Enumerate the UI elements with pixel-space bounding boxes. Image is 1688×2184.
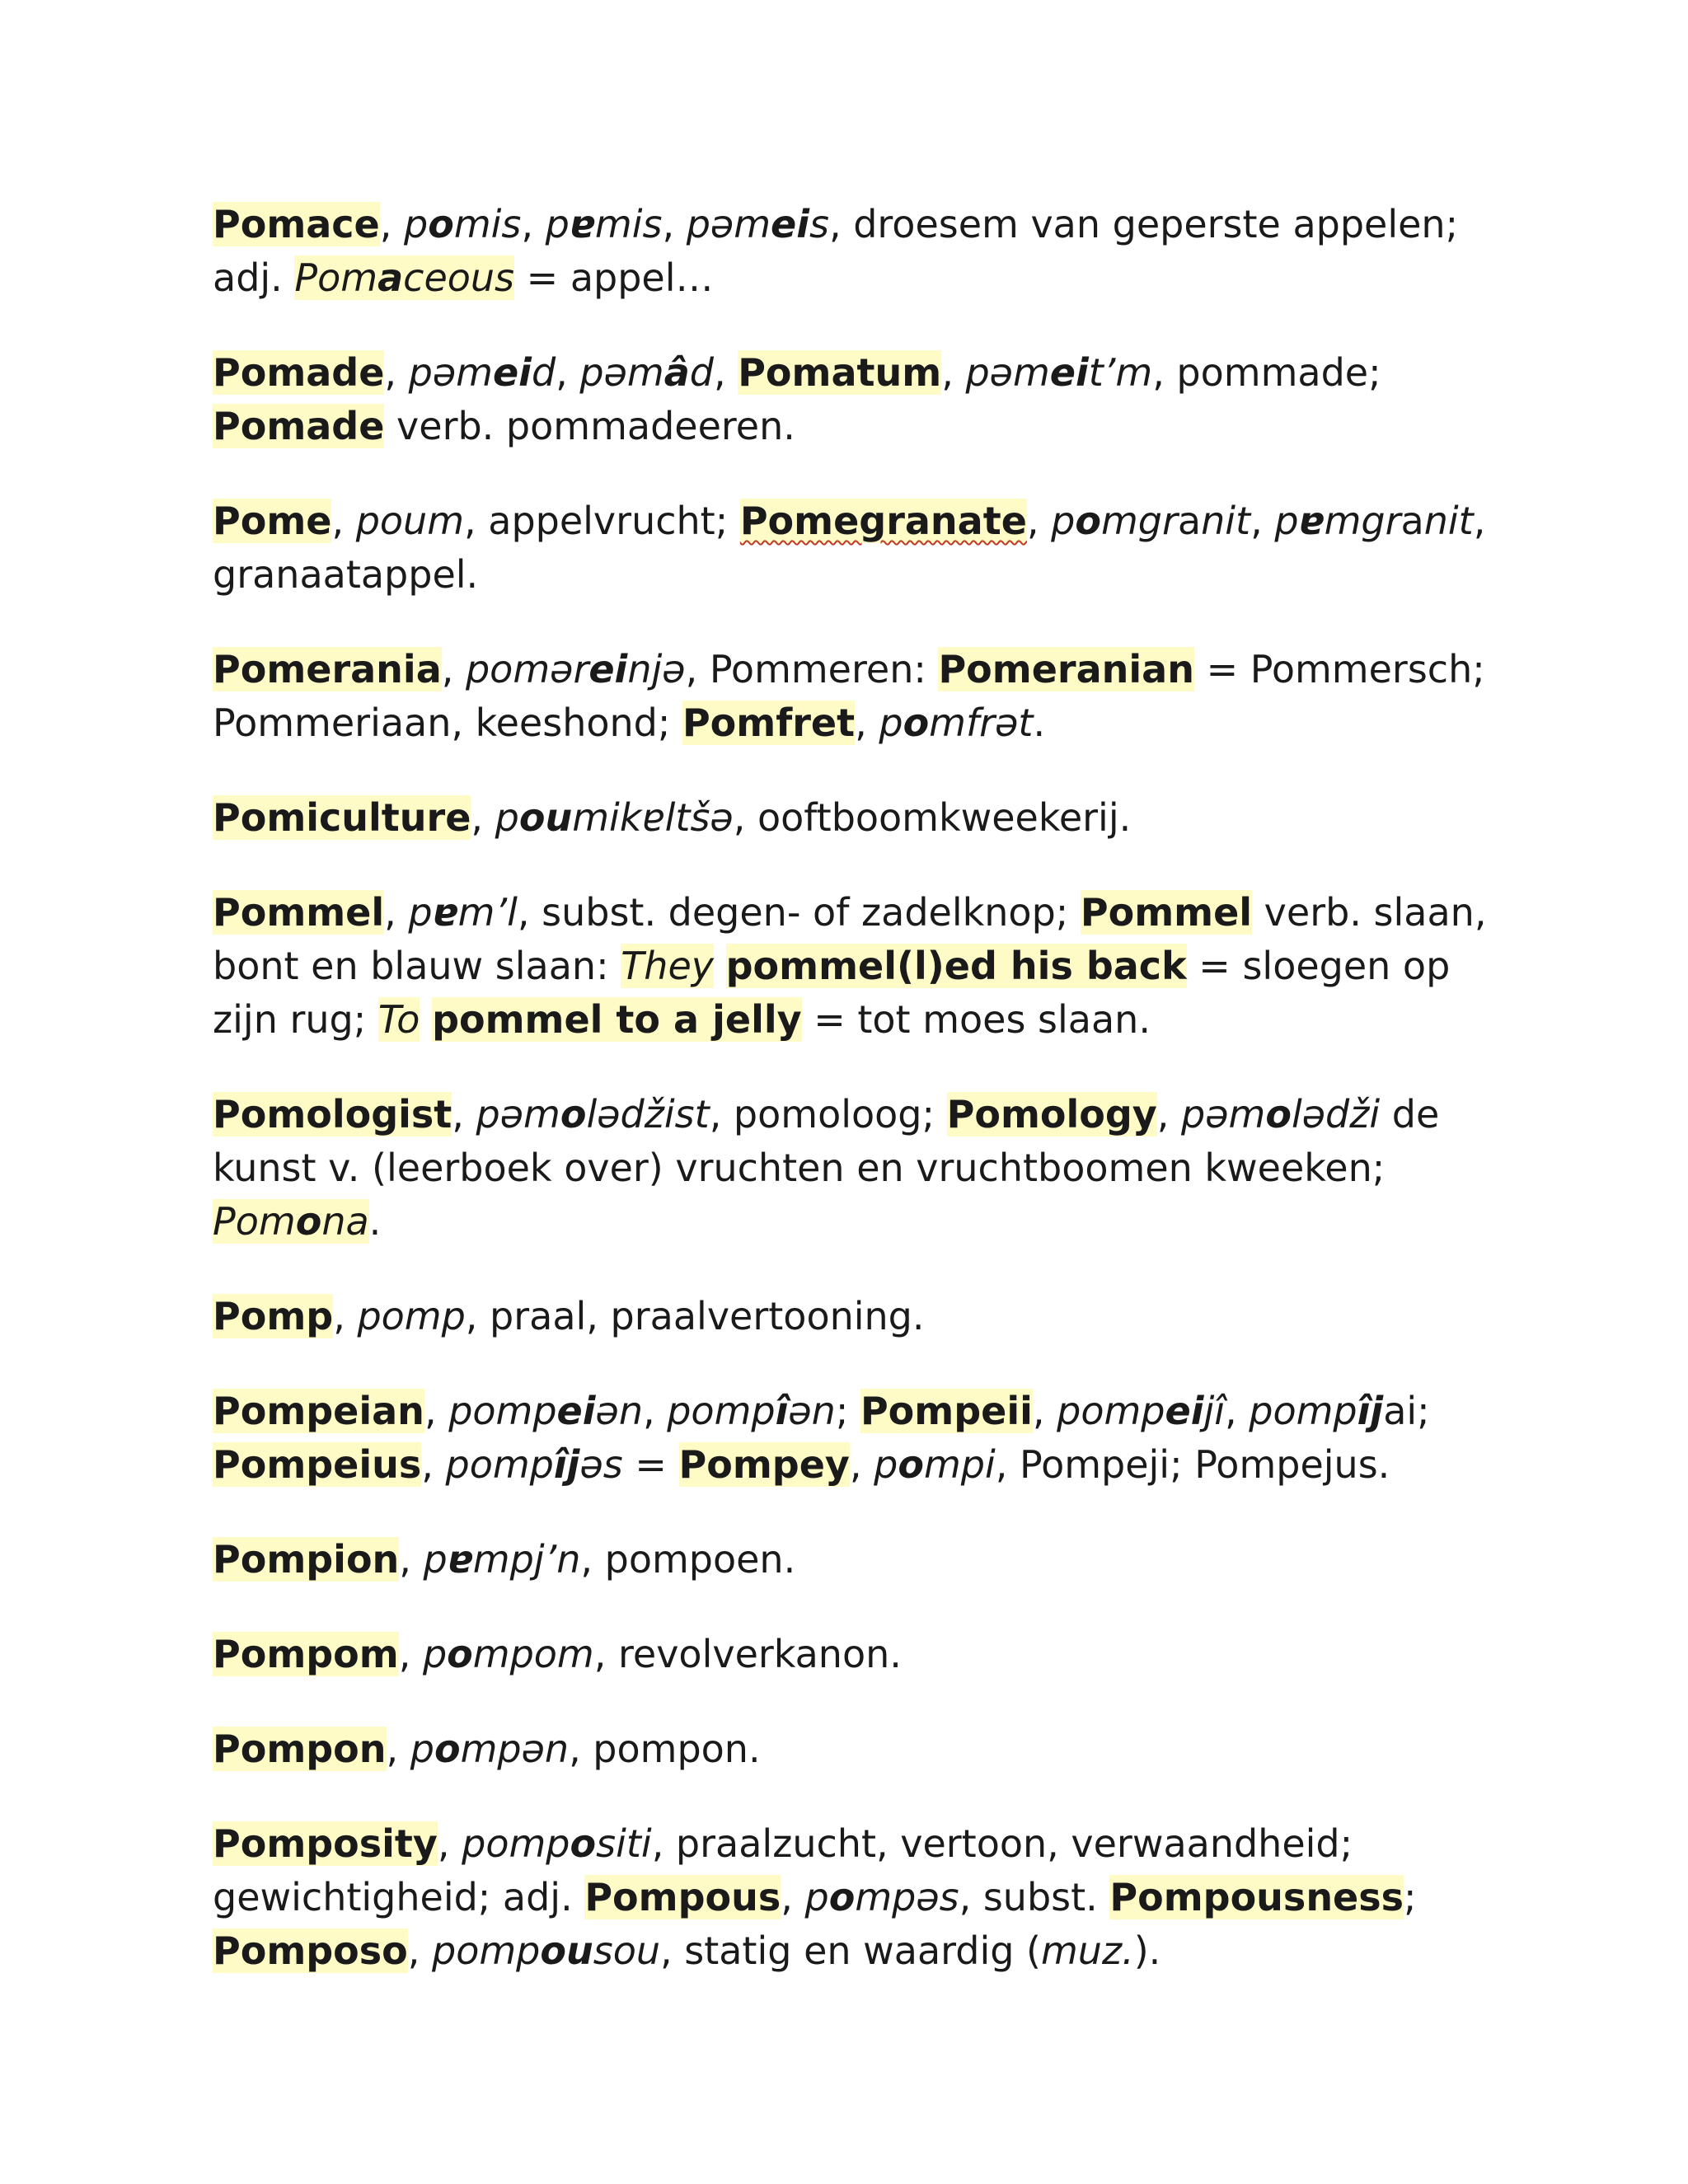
entry-pomace-text: ,	[521, 202, 546, 246]
entry-pomerania-text: , Pommeren:	[685, 647, 939, 691]
entry-pommel-text: , subst. degen- of zadelknop;	[517, 890, 1081, 935]
entry-pomologist-text: ,	[1156, 1092, 1182, 1137]
entry-pompeian-text: ;	[1417, 1389, 1430, 1433]
entry-pome-text: granaatappel.	[213, 552, 479, 597]
entry-pompeian-text: , Pompeji; Pompejus.	[995, 1442, 1390, 1487]
entry-pome-pronunciation: ɐ	[1298, 499, 1325, 543]
entry-pome-pronunciation: mgr	[1324, 499, 1401, 543]
entry-pompion	[213, 1533, 1498, 1586]
entry-pompeian-pronunciation: ei	[1165, 1389, 1204, 1433]
entry-pompeian-pronunciation: mpi	[923, 1442, 996, 1487]
entry-pompeian-pronunciation: pomp	[445, 1442, 554, 1487]
entry-pome-pronunciation: mgr	[1100, 499, 1178, 543]
entry-pomiculture-pronunciation: ou	[518, 795, 573, 840]
entry-pommel-headword: pommel to a jelly	[432, 997, 802, 1042]
entry-pomposity-pronunciation: pomp	[432, 1929, 541, 1973]
entry-pomologist-text: de	[1380, 1092, 1440, 1137]
entry-pompion-text: , pompoen.	[580, 1537, 796, 1582]
entry-pompeian-text: ai	[1383, 1389, 1418, 1433]
entry-pomerania-text: Pommeriaan, keeshond;	[213, 701, 682, 745]
entry-pompeian-pronunciation: jî	[1203, 1389, 1226, 1433]
entry-pompon-pronunciation: p	[410, 1727, 434, 1771]
entry-pomologist-headword: o	[295, 1199, 322, 1244]
entry-pompom-text: ,	[398, 1632, 423, 1676]
entry-pompeian-pronunciation: p	[874, 1442, 898, 1487]
entry-pommel-text: = sloegen op	[1186, 944, 1451, 988]
entry-pomposity-headword: Pomposo	[213, 1929, 408, 1973]
entry-pomade-pronunciation: â	[663, 350, 690, 395]
entry-pome-text: ,	[1473, 499, 1486, 543]
entry-pomade-headword: Pomatum	[738, 350, 942, 395]
entry-pomerania-pronunciation: ei	[588, 647, 628, 691]
entry-pomerania-pronunciation: njə	[627, 647, 686, 691]
entry-pomologist-highlighted-text: na	[321, 1199, 369, 1244]
entry-pomace-headword: a	[377, 255, 404, 300]
entry-pommel-pronunciation: m’l	[457, 890, 518, 935]
entry-pompon-pronunciation: mpən	[460, 1727, 570, 1771]
entry-pommel-headword: Pommel	[1080, 890, 1253, 935]
entry-pompeian-pronunciation: îj	[553, 1442, 580, 1487]
entry-pomposity-text: ;	[1404, 1875, 1417, 1919]
entry-pomiculture-headword: Pomiculture	[213, 795, 471, 840]
entry-pompon-text: ,	[386, 1727, 410, 1771]
entry-pomace-text: ,	[379, 202, 405, 246]
entry-pomp-text: , praal, praalvertooning.	[465, 1294, 925, 1338]
entry-pompeian-pronunciation: pomp	[667, 1389, 776, 1433]
entry-pommel-highlighted-text: They	[621, 944, 714, 988]
entry-pomade-pronunciation: pəm	[965, 350, 1050, 395]
entry-pome	[213, 494, 1498, 602]
entry-pomace-pronunciation: ei	[771, 202, 809, 246]
entry-pomologist	[213, 1088, 1498, 1249]
entry-pommel-text: zijn rug;	[213, 997, 378, 1042]
entry-pompeian-headword: Pompeian	[213, 1389, 424, 1433]
entry-pomposity-headword: Pomposity	[213, 1821, 438, 1866]
entry-pompeian-pronunciation: pomp	[448, 1389, 557, 1433]
entry-pomade-pronunciation: d	[689, 350, 714, 395]
entry-pomposity-text: ,	[407, 1929, 433, 1973]
entry-pomologist-pronunciation: o	[1265, 1092, 1292, 1137]
entry-pomace-pronunciation: mis	[453, 202, 522, 246]
entry-pomp	[213, 1290, 1498, 1343]
entry-pomade-headword: Pomade	[213, 404, 385, 448]
entry-pomp-headword: Pomp	[213, 1294, 334, 1338]
entry-pomace-headword: Pomace	[213, 202, 380, 246]
entry-pome-pronunciation: nit	[1423, 499, 1474, 543]
entry-pomologist-text: kunst v. (leerboek over) vruchten en vruchtboomen kweeken;	[213, 1146, 1386, 1190]
entry-pompeian-text: ,	[1032, 1389, 1057, 1433]
entry-pomade-text: ,	[941, 350, 966, 395]
entry-pompeian-pronunciation: pomp	[1249, 1389, 1357, 1433]
entry-pomace-pronunciation: p	[545, 202, 570, 246]
entry-pomposity-text: , statig en waardig (	[660, 1929, 1041, 1973]
entry-pomerania-text: ,	[855, 701, 879, 745]
entry-pomace-text: = appel…	[514, 255, 714, 300]
entry-pommel	[213, 886, 1498, 1047]
entry-pomologist-highlighted-text: Pom	[213, 1199, 296, 1244]
entry-pompon	[213, 1722, 1498, 1776]
entry-pompom-pronunciation: o	[447, 1632, 473, 1676]
entry-pomace-highlighted-text: Pom	[294, 255, 378, 300]
entry-pomposity	[213, 1817, 1498, 1978]
entry-pomade-text: ,	[556, 350, 580, 395]
entry-pomologist-pronunciation: lədži	[1291, 1092, 1381, 1137]
entry-pomposity-text: , praalzucht, vertoon, verwaandheid;	[651, 1821, 1353, 1866]
entry-pompon-text: , pompon.	[569, 1727, 761, 1771]
entry-pomologist-headword: Pomology	[946, 1092, 1157, 1137]
entry-pompion-headword: Pompion	[213, 1537, 400, 1582]
entry-pome-headword: Pomegranate	[739, 499, 1027, 543]
entry-pomace-pronunciation: s	[809, 202, 829, 246]
entry-pomerania-headword: Pomeranian	[938, 647, 1194, 691]
entry-pompeian-headword: Pompeius	[213, 1442, 422, 1487]
entry-pomologist-pronunciation: o	[560, 1092, 587, 1137]
entry-pomerania-text: ,	[441, 647, 466, 691]
entry-pomologist-pronunciation: lədžist	[586, 1092, 710, 1137]
entry-pomposity-pronunciation: p	[804, 1875, 829, 1919]
entry-pompom-pronunciation: p	[422, 1632, 448, 1676]
entry-pomposity-text: , subst.	[959, 1875, 1110, 1919]
entry-pompom-headword: Pompom	[213, 1632, 399, 1676]
entry-pomace-pronunciation: pəm	[686, 202, 771, 246]
entry-pommel-text: verb. slaan,	[1252, 890, 1487, 935]
entry-pome-pronunciation: p	[1051, 499, 1076, 543]
entry-pome-pronunciation: o	[1075, 499, 1101, 543]
entry-pomposity-headword: Pompousness	[1109, 1875, 1404, 1919]
entry-pomposity-pronunciation: o	[570, 1821, 597, 1866]
entry-pomade-text: ,	[384, 350, 409, 395]
entry-pome-text: a	[1177, 499, 1202, 543]
entry-pompom	[213, 1628, 1498, 1681]
entry-pompeian	[213, 1385, 1498, 1492]
entry-pomposity-pronunciation: mpəs	[855, 1875, 959, 1919]
entry-pompeian-headword: Pompeii	[860, 1389, 1033, 1433]
entry-pompeian-text: ;	[835, 1389, 860, 1433]
entry-pomerania	[213, 643, 1498, 750]
entry-pompeian-headword: Pompey	[678, 1442, 850, 1487]
entry-pommel-text	[420, 997, 432, 1042]
entry-pomace-text: ,	[662, 202, 687, 246]
entry-pome-text: ,	[1026, 499, 1052, 543]
entry-pomade-pronunciation: ei	[1049, 350, 1089, 395]
entry-pomposity-pronunciation: ou	[540, 1929, 593, 1973]
entry-pompeian-pronunciation: ei	[556, 1389, 596, 1433]
entry-pomace	[213, 198, 1498, 305]
entry-pomerania-text: = Pommersch;	[1193, 647, 1485, 691]
entry-pomiculture-pronunciation: p	[495, 795, 519, 840]
entry-pomiculture-text: ,	[471, 795, 495, 840]
entry-pomade-text: , pommade;	[1152, 350, 1381, 395]
entry-pommel-text: ,	[384, 890, 409, 935]
entry-pomposity-pronunciation: pomp	[462, 1821, 570, 1866]
entry-pomace-text: , droesem van geperste appelen;	[828, 202, 1459, 246]
entry-pompion-text: ,	[399, 1537, 424, 1582]
entry-pompom-text: , revolverkanon.	[593, 1632, 902, 1676]
entry-pomade	[213, 346, 1498, 453]
entry-pommel-text: = tot moes slaan.	[801, 997, 1151, 1042]
entry-pompeian-text: ,	[421, 1442, 446, 1487]
entry-pomposity-pronunciation: siti	[596, 1821, 652, 1866]
entry-pompon-pronunciation: o	[434, 1727, 461, 1771]
entry-pomerania-pronunciation: p	[879, 701, 903, 745]
entry-pompeian-text: ,	[1225, 1389, 1250, 1433]
entry-pomade-pronunciation: t’m	[1088, 350, 1153, 395]
entry-pome-pronunciation: poum	[355, 499, 465, 543]
entry-pome-headword: Pome	[213, 499, 332, 543]
entry-pome-pronunciation: nit	[1201, 499, 1251, 543]
entry-pommel-headword: Pommel	[213, 890, 385, 935]
entry-pompeian-pronunciation: əs	[579, 1442, 623, 1487]
entry-pomposity-headword: Pompous	[584, 1875, 781, 1919]
entry-pompeian-text: ,	[424, 1389, 449, 1433]
entry-pomiculture-pronunciation: mikɐltšə	[572, 795, 734, 840]
entry-pomerania-text: .	[1033, 701, 1046, 745]
entry-pommel-pronunciation: p	[408, 890, 433, 935]
entry-pomp-text: ,	[333, 1294, 358, 1338]
entry-pompeian-pronunciation: î	[775, 1389, 789, 1433]
entry-pomposity-pronunciation: o	[828, 1875, 856, 1919]
entry-pomade-pronunciation: pəm	[579, 350, 664, 395]
entry-pomace-pronunciation: mis	[594, 202, 663, 246]
entry-pompeian-pronunciation: ən	[788, 1389, 836, 1433]
entry-pomace-pronunciation: o	[428, 202, 454, 246]
entry-pome-text: ,	[1250, 499, 1275, 543]
entry-pomiculture	[213, 791, 1498, 845]
entry-pomerania-headword: Pomfret	[682, 701, 856, 745]
entry-pome-text: , appelvrucht;	[464, 499, 740, 543]
entry-pompeian-pronunciation: o	[898, 1442, 924, 1487]
dictionary-page	[213, 198, 1498, 2019]
entry-pompeian-text: ,	[642, 1389, 668, 1433]
entry-pompeian-text: ,	[849, 1442, 874, 1487]
entry-pomologist-text: ,	[452, 1092, 476, 1137]
entry-pomade-headword: Pomade	[213, 350, 385, 395]
entry-pomerania-pronunciation: pomər	[465, 647, 589, 691]
entry-pomade-pronunciation: pəm	[408, 350, 493, 395]
entry-pompion-pronunciation: mpj’n	[472, 1537, 581, 1582]
entry-pome-text: a	[1400, 499, 1424, 543]
entry-pomologist-headword: Pomologist	[213, 1092, 452, 1137]
entry-pompeian-pronunciation: îj	[1357, 1389, 1384, 1433]
entry-pompion-pronunciation: ɐ	[447, 1537, 473, 1582]
entry-pomologist-text: , pomoloog;	[709, 1092, 947, 1137]
entry-pomace-pronunciation: p	[404, 202, 429, 246]
entry-pome-pronunciation: p	[1274, 499, 1299, 543]
entry-pomologist-pronunciation: pəm	[1181, 1092, 1266, 1137]
entry-pomposity-text: ).	[1133, 1929, 1161, 1973]
entry-pomace-highlighted-text: ceous	[403, 255, 515, 300]
entry-pompon-headword: Pompon	[213, 1727, 387, 1771]
entry-pommel-text: bont en blauw slaan:	[213, 944, 621, 988]
entry-pommel-pronunciation: ɐ	[432, 890, 458, 935]
entry-pomace-text: adj.	[213, 255, 295, 300]
entry-pomade-pronunciation: d	[531, 350, 556, 395]
entry-pommel-highlighted-text: To	[377, 997, 420, 1042]
entry-pomerania-pronunciation: o	[903, 701, 930, 745]
entry-pomerania-pronunciation: mfrət	[929, 701, 1034, 745]
entry-pomposity-text: ,	[437, 1821, 462, 1866]
entry-pompeian-pronunciation: ən	[595, 1389, 643, 1433]
entry-pompeian-text: =	[622, 1442, 679, 1487]
entry-pomade-text: verb. pommadeeren.	[384, 404, 795, 448]
entry-pomp-pronunciation: pomp	[357, 1294, 466, 1338]
entry-pomade-pronunciation: ei	[492, 350, 532, 395]
entry-pomiculture-text: , ooftboomkweekerij.	[733, 795, 1132, 840]
entry-pomposity-text: gewichtigheid; adj.	[213, 1875, 585, 1919]
entry-pomerania-headword: Pomerania	[213, 647, 442, 691]
entry-pompeian-pronunciation: pomp	[1057, 1389, 1165, 1433]
entry-pommel-text	[714, 944, 726, 988]
entry-pommel-headword: pommel(l)ed his back	[725, 944, 1187, 988]
entry-pomposity-text: ,	[781, 1875, 805, 1919]
entry-pomade-text: ,	[713, 350, 738, 395]
entry-pomologist-pronunciation: pəm	[476, 1092, 560, 1137]
entry-pompion-pronunciation: p	[423, 1537, 448, 1582]
entry-pomace-pronunciation: ɐ	[569, 202, 595, 246]
entry-pomposity-pronunciation: sou	[593, 1929, 660, 1973]
entry-pompom-pronunciation: mpom	[472, 1632, 594, 1676]
entry-pomposity-pronunciation: muz.	[1041, 1929, 1134, 1973]
entry-pome-text: ,	[331, 499, 356, 543]
entry-pomologist-text: .	[368, 1199, 382, 1244]
